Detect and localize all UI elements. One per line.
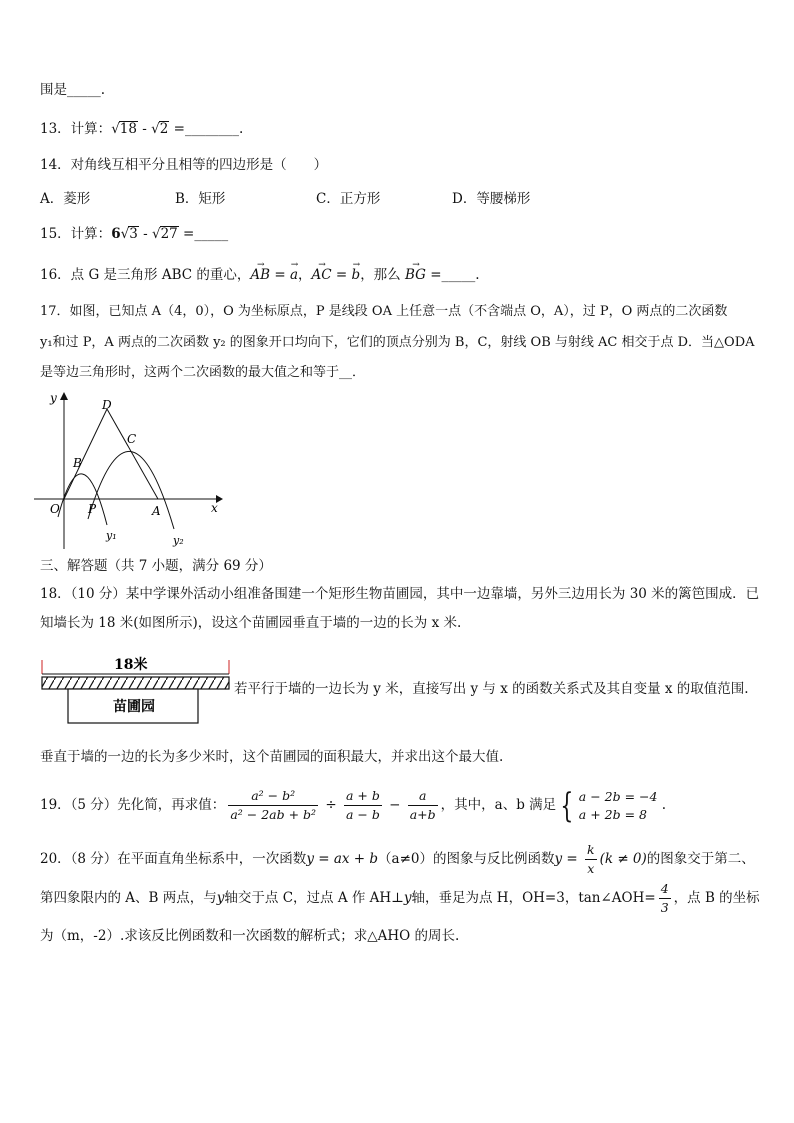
wall-hatched (42, 677, 229, 689)
ray-od (64, 409, 107, 499)
q20-line2-a: 第四象限内的 A、B 两点，与 (40, 890, 217, 906)
question-20-line-1 (40, 841, 755, 877)
q15-minus: - (138, 226, 152, 242)
q20-fraction-k-over-x (585, 842, 597, 877)
q20-denominator-3: 3 (660, 900, 669, 915)
q20-stem: 20．（8 分）在平面直角坐标系中，一次函数 (40, 851, 307, 867)
q19-brace-icon: { (560, 785, 574, 826)
label-y2: y₂ (173, 534, 184, 547)
q15-answer-blank: =_____ (178, 226, 229, 242)
q13-minus: - (137, 121, 152, 137)
q20-y-axis-symbol: y (216, 890, 225, 906)
q15-radicand-1: 3 (129, 226, 138, 242)
q20-k-condition: (k ≠ 0) (599, 851, 647, 867)
question-17-line-1: 17．如图，已知点 A（4，0），O 为坐标原点，P 是线段 OA 上任意一点（不含端点 O，A），过 P，O 两点的二次函数 (40, 304, 728, 319)
q20-condition: （a≠0）的图象与反比例函数 (378, 851, 555, 867)
q14-option-d: D．等腰梯形 (452, 191, 531, 207)
label-p: P (88, 502, 97, 516)
q13-radicand-2: 2 (159, 121, 169, 137)
q19-equation-system (579, 788, 658, 824)
q20-line2-d: ，点 B 的坐标 (673, 890, 760, 906)
q16-then: ，那么 (360, 267, 405, 283)
q14-option-c: C．正方形 (316, 191, 381, 207)
q16-vector-ac: → AC (312, 266, 332, 284)
section-3-heading: 三、解答题（共 7 小题，满分 69 分） (40, 558, 272, 574)
q20-y-axis-symbol-2: y (403, 890, 412, 906)
question-17-line-2: y₁和过 P，A 两点的二次函数 y₂ 的图象开口均向下，它们的顶点分别为 B，C，射线 OB 与射线 AC 相交于点 D．当△ODA (40, 335, 755, 350)
question-16 (40, 266, 480, 284)
label-c: C (127, 432, 137, 446)
q15-coefficient: 6 (111, 226, 121, 242)
q19-f1-denominator: a² − 2ab + b² (230, 807, 317, 822)
q16-vector-b: → b (352, 266, 361, 284)
q16-stem: 16．点 G 是三角形 ABC 的重心， (40, 267, 251, 283)
q19-equation-1: a − 2b = −4 (578, 788, 658, 804)
q19-f2-denominator: a − b (345, 807, 380, 822)
label-y1: y₁ (106, 529, 117, 542)
parabola-y2 (88, 451, 174, 529)
q20-line2-c: 轴，垂足为点 H，OH=3，tan∠AOH= (411, 890, 656, 906)
q20-numerator-4: 4 (659, 881, 671, 899)
question-19 (40, 785, 666, 825)
q15-number: 15．计算： (40, 226, 112, 242)
q16-vector-bg: → BG (405, 266, 426, 284)
question-18-part-2: 垂直于墙的一边的长为多少米时，这个苗圃园的面积最大，并求出这个最大值. (40, 749, 504, 765)
q19-f2-numerator: a + b (344, 788, 382, 806)
top-fragment-line: 围是_____. (40, 82, 106, 98)
q14-option-a: A．菱形 (40, 191, 91, 207)
question-18-line-2: 知墙长为 18 米(如图所示)，设这个苗圃园垂直于墙的一边的长为 x 米. (40, 615, 462, 631)
q20-x: x (587, 861, 595, 876)
q16-equals-2: = (331, 267, 352, 283)
question-14-stem: 14．对角线互相平分且相等的四边形是（ ） (40, 157, 328, 173)
q14-option-b: B．矩形 (175, 191, 226, 207)
label-y-axis: y (50, 391, 57, 405)
label-a: A (152, 504, 161, 518)
q13-answer-blank: =________. (169, 121, 244, 137)
q19-stem: 19．（5 分）先化简，再求值： (40, 797, 226, 813)
q19-f1-numerator: a² − b² (228, 788, 318, 806)
q13-number: 13．计算： (40, 121, 112, 137)
q16-comma: ， (298, 267, 312, 283)
y-axis-arrow-icon (60, 392, 68, 400)
ray-ad (107, 409, 158, 499)
question-20-line-3: 为（m，-2）.求该反比例函数和一次函数的解析式；求△AHO 的周长. (40, 928, 460, 944)
q19-fraction-2 (344, 788, 382, 823)
q20-tail-1: 的图象交于第二、 (646, 851, 755, 867)
q19-fraction-3 (408, 788, 438, 823)
q16-equals-1: = (270, 267, 290, 283)
q19-f3-numerator: a (408, 788, 438, 806)
q20-inverse-y: y = (554, 851, 583, 867)
question-18-part-1: 若平行于墙的一边长为 y 米，直接写出 y 与 x 的函数关系式及其自变量 x 的取值范围. (234, 681, 749, 697)
question-18-line-1: 18．（10 分）某中学课外活动小组准备围建一个矩形生物苗圃园，其中一边靠墙，另外三边用长为 30 米的篱笆围成．已 (40, 586, 760, 602)
q16-vector-ab: → AB (250, 266, 270, 284)
q16-answer-blank: =_____. (425, 267, 480, 283)
q20-fraction-4-over-3 (659, 881, 671, 916)
label-b: B (73, 456, 82, 470)
label-d: D (102, 398, 112, 412)
question-17-line-3: 是等边三角形时，这两个二次函数的最大值之和等于__． (40, 365, 366, 380)
q19-divide: ÷ (321, 797, 341, 813)
wall-length-label: 18米 (114, 657, 148, 673)
q19-minus: − (384, 797, 405, 813)
q19-equation-2: a + 2b = 8 (578, 806, 647, 822)
figure-18-wall-diagram (38, 652, 238, 728)
q13-radicand-1: 18 (119, 121, 137, 137)
q19-fraction-1 (228, 788, 318, 823)
question-13: 13．计算：√18 - √2 =________. (40, 121, 244, 137)
label-o: O (50, 502, 60, 516)
label-x-axis: x (211, 501, 218, 515)
garden-label: 苗圃园 (113, 699, 155, 715)
question-20-line-2 (40, 880, 760, 916)
figure-17-graph (30, 387, 230, 552)
q20-line2-b: 轴交于点 C，过点 A 作 AH⊥ (224, 890, 404, 906)
q19-condition-text: ，其中，a、b 满足 (440, 797, 557, 813)
q15-radicand-2: 27 (160, 226, 178, 242)
q20-k: k (585, 842, 597, 860)
q20-linear-function: y = ax + b (306, 851, 379, 867)
q16-vector-a: → a (290, 266, 298, 284)
question-15: 15．计算：6√3 - √27 =_____ (40, 226, 229, 242)
q19-f3-denominator: a+b (409, 807, 436, 822)
q19-period: . (657, 797, 667, 813)
